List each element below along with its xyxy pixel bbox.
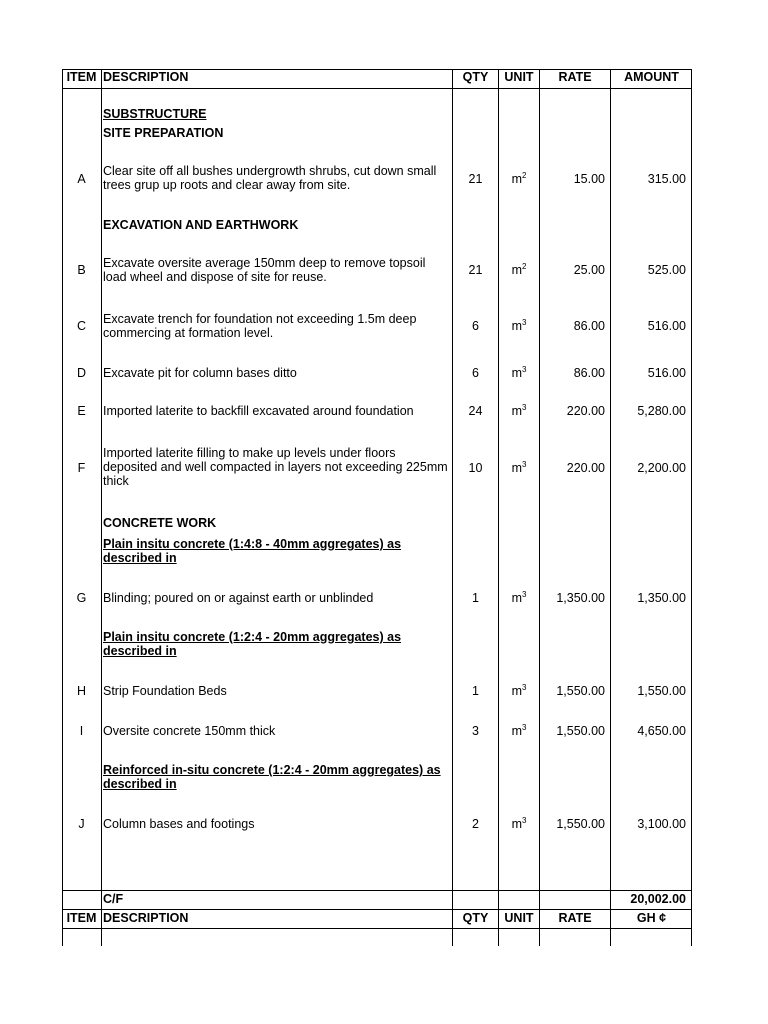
item-description: Column bases and footings [103,817,255,831]
item-rate: 1,350.00 [556,591,605,605]
item-rate: 1,550.00 [556,724,605,738]
item-unit: $m^2$ [511,170,527,186]
item-qty: 3 [472,724,479,738]
item-code: I [79,724,84,738]
item-unit: $m^3$ [511,364,527,380]
section-heading-excavation: EXCAVATION AND EARTHWORK [103,218,299,232]
header-rate: RATE [558,70,592,84]
item-code: G [76,591,87,605]
item-amount: 1,550.00 [637,684,686,698]
item-code: C [76,319,87,333]
carried-forward-label: C/F [103,892,124,906]
header-qty: QTY [462,70,489,84]
grid-line [691,69,692,946]
grid-line [610,69,611,946]
item-code: F [77,461,86,475]
item-rate: 1,550.00 [556,684,605,698]
item-amount: 1,350.00 [637,591,686,605]
item-unit: $m^3$ [511,402,527,418]
header2-rate: RATE [558,911,592,925]
header-unit: UNIT [504,70,534,84]
section-heading-substructure: SUBSTRUCTURE [103,107,207,121]
item-qty: 21 [468,263,483,277]
item-description: Imported laterite to backfill excavated around foundation [103,404,414,418]
item-qty: 10 [468,461,483,475]
item-description: Excavate oversite average 150mm deep to remove topsoil load wheel and dispose of site for reuse. [103,256,426,284]
grid-line [62,69,63,946]
header2-qty: QTY [462,911,489,925]
subheading-reinforced-concrete: Reinforced in-situ concrete (1:2:4 - 20mm aggregates) as described in [103,763,441,791]
item-qty: 21 [468,172,483,186]
item-amount: 516.00 [647,319,686,333]
header2-currency: GH ¢ [636,911,667,925]
item-code: A [77,172,86,186]
item-description: Imported laterite filling to make up levels under floors deposited and well compacted in layers not exceeding 225mm thick [103,446,448,488]
item-code: E [77,404,86,418]
item-amount: 2,200.00 [637,461,686,475]
header-description: DESCRIPTION [103,70,189,84]
grid-line [101,69,102,946]
item-qty: 1 [472,591,479,605]
item-rate: 220.00 [566,404,605,418]
item-code: J [78,817,85,831]
item-unit: $m^3$ [511,722,527,738]
item-qty: 6 [472,366,479,380]
item-description: Blinding; poured on or against earth or unblinded [103,591,374,605]
item-rate: 1,550.00 [556,817,605,831]
grid-line [452,69,453,946]
item-description: Oversite concrete 150mm thick [103,724,276,738]
grid-line [62,88,692,89]
item-unit: $m^3$ [511,589,527,605]
item-qty: 6 [472,319,479,333]
item-unit: $m^3$ [511,317,527,333]
grid-line [539,69,540,946]
item-amount: 525.00 [647,263,686,277]
item-amount: 3,100.00 [637,817,686,831]
item-rate: 220.00 [566,461,605,475]
section-heading-concrete-work: CONCRETE WORK [103,516,217,530]
item-description: Excavate pit for column bases ditto [103,366,297,380]
item-qty: 1 [472,684,479,698]
section-heading-site-preparation: SITE PREPARATION [103,126,224,140]
item-code: H [76,684,87,698]
grid-line [62,928,692,929]
header-item: ITEM [66,70,97,84]
carried-forward-amount: 20,002.00 [630,892,686,906]
item-amount: 516.00 [647,366,686,380]
item-amount: 4,650.00 [637,724,686,738]
item-description: Clear site off all bushes undergrowth shrubs, cut down small trees grup up roots and clear away from site. [103,164,437,192]
grid-line [62,890,692,891]
item-qty: 2 [472,817,479,831]
item-unit: $m^3$ [511,682,527,698]
header2-item: ITEM [66,911,97,925]
item-description: Excavate trench for foundation not exceeding 1.5m deep commercing at formation level. [103,312,417,340]
subheading-plain-concrete-124: Plain insitu concrete (1:2:4 - 20mm aggregates) as described in [103,630,402,658]
item-description: Strip Foundation Beds [103,684,227,698]
header-amount: AMOUNT [624,70,679,84]
item-rate: 25.00 [573,263,605,277]
item-rate: 86.00 [573,319,605,333]
item-code: B [77,263,86,277]
item-unit: $m^3$ [511,815,527,831]
header2-unit: UNIT [504,911,534,925]
grid-line [498,69,499,946]
subheading-plain-concrete-148: Plain insitu concrete (1:4:8 - 40mm aggregates) as described in [103,537,402,565]
item-qty: 24 [468,404,483,418]
item-rate: 86.00 [573,366,605,380]
grid-line [62,909,692,910]
item-rate: 15.00 [573,172,605,186]
item-unit: $m^3$ [511,459,527,475]
item-amount: 315.00 [647,172,686,186]
item-unit: $m^2$ [511,261,527,277]
item-amount: 5,280.00 [637,404,686,418]
item-code: D [76,366,87,380]
header2-description: DESCRIPTION [103,911,189,925]
